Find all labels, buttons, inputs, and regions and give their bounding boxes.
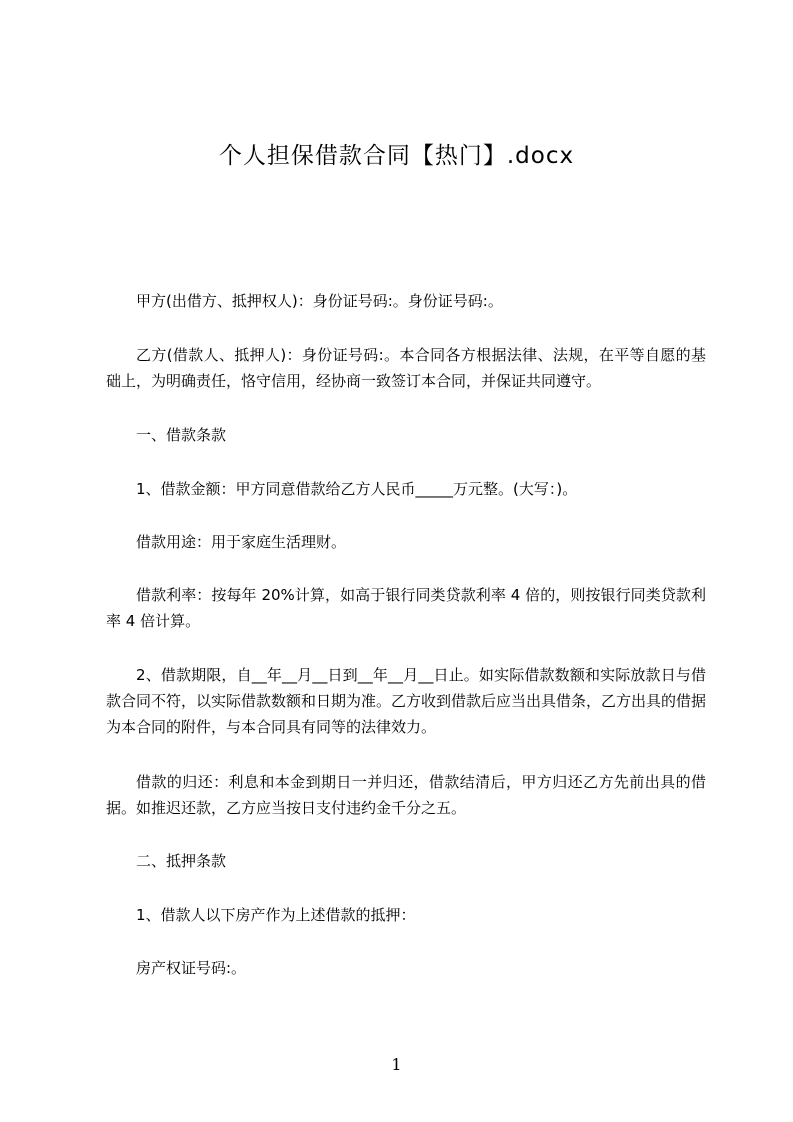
paragraph-loan-amount: 1、借款金额：甲方同意借款给乙方人民币_____万元整。(大写：)。 [136,480,578,498]
paragraph-party-a: 甲方(出借方、抵押权人)：身份证号码:。身份证号码:。 [136,292,503,310]
document-title: 个人担保借款合同【热门】.docx [218,143,575,169]
paragraph-loan-purpose: 借款用途：用于家庭生活理财。 [136,533,347,551]
section-heading-mortgage-terms: 二、抵押条款 [136,852,227,870]
paragraph-mortgage-property: 1、借款人以下房产作为上述借款的抵押： [136,906,416,924]
paragraph-repayment: 借款的归还：利息和本金到期日一并归还，借款结清后，甲方归还乙方先前出具的借据。如推迟还款，乙方应当按日支付违约金千分之五。 [106,773,706,817]
paragraph-party-b: 乙方(借款人、抵押人)：身份证号码:。本合同各方根据法律、法规，在平等自愿的基础上，为明确责任，恪守信用，经协商一致签订本合同，并保证共同遵守。 [106,346,706,390]
paragraph-property-cert: 房产权证号码:。 [136,959,247,977]
paragraph-loan-period: 2、借款期限，自__年__月__日到__年__月__日止。如实际借款数额和实际放款日与借款合同不符，以实际借款数额和日期为准。乙方收到借款后应当出具借条，乙方出具的借据为本合同的附件，与本合同具有同等的法律效力。 [106,666,707,736]
section-heading-loan-terms: 一、借款条款 [136,426,227,444]
paragraph-interest-rate: 借款利率：按每年 20%计算，如高于银行同类贷款利率 4 倍的，则按银行同类贷款利率 4 倍计算。 [106,586,706,630]
page-number: 1 [391,1055,402,1074]
